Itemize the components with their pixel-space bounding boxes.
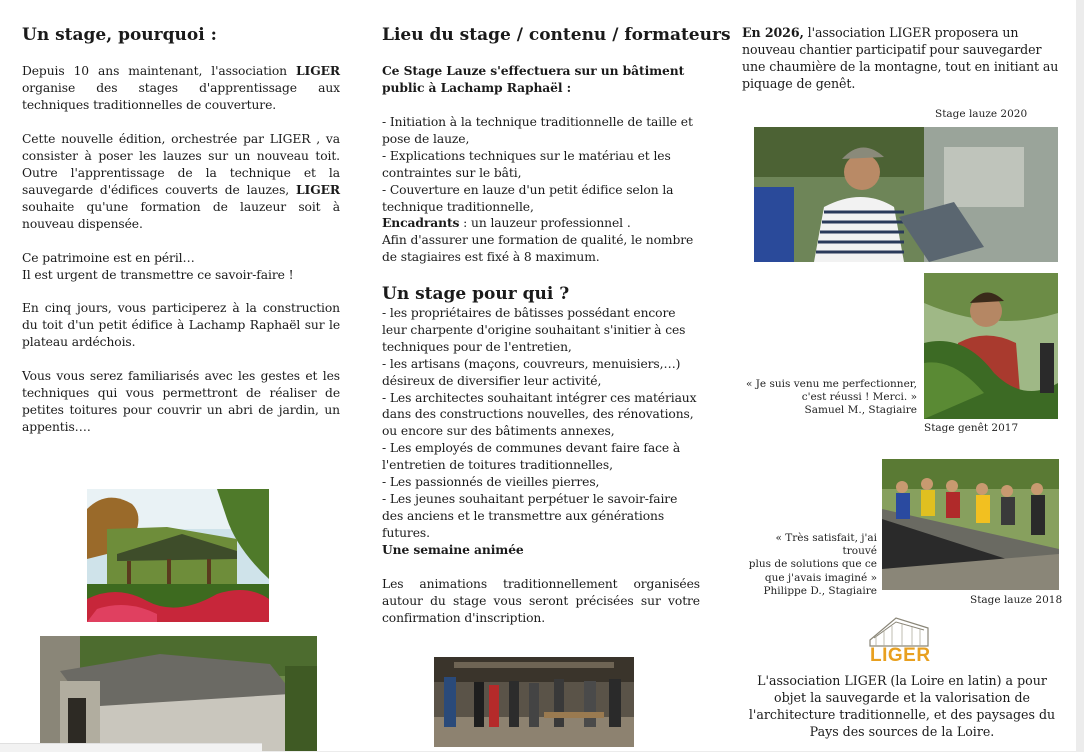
list-item: - les artisans (maçons, couvreurs, menuisiers,…) désireux de diversifier leur activité, <box>382 356 681 388</box>
text: Vous vous serez familiarisés avec les gestes et les techniques qui vous permettront de réaliser de petites toitures pour couvrir un abri de jardin, un appentis…. <box>22 369 340 434</box>
photo-stage-lauze-2018 <box>882 459 1059 590</box>
list-item: - Explications techniques sur le matériau et les contraintes sur le bâti, <box>382 148 671 180</box>
photo-stage-genet-2017 <box>924 273 1058 419</box>
photo-stone-hut <box>40 636 317 751</box>
footer-association: L'association LIGER (la Loire en latin) a pour objet la sauvegarde et la valorisation de l'architecture traditionnelle, et des paysages du Pays des sources de la Loire. <box>748 673 1056 739</box>
text-bold: LIGER <box>296 181 340 197</box>
text: Il est urgent de transmettre ce savoir-faire ! <box>22 267 294 282</box>
quote-line: que j'avais imaginé » <box>764 571 877 584</box>
quote-line: « Très satisfait, j'ai trouvé <box>775 532 877 558</box>
paragraph-edition <box>22 131 340 232</box>
content-list <box>382 114 702 266</box>
text-bold: En 2026, <box>742 25 804 40</box>
audience-list <box>382 305 702 542</box>
text: Les animations traditionnellement organisées autour du stage vous seront précisées sur votre confirmation d'inscription. <box>382 577 700 625</box>
text: Ce patrimoine est en péril… <box>22 251 195 265</box>
text: En cinq jours, vous participerez à la construction du toit d'un petit édifice à Lachamp Raphaël sur le plateau ardéchois. <box>22 301 340 349</box>
list-item: - Initiation à la technique traditionnelle de taille et pose de lauze, <box>382 115 693 146</box>
caption-stage-lauze-2018: Stage lauze 2018 <box>970 594 1063 606</box>
caption-stage-lauze-2020: Stage lauze 2020 <box>935 108 1028 120</box>
list-item: - Les architectes souhaitant intégrer ces matériaux dans des constructions nouvelles, des rénovations, ou encore sur des bâtiments annexes, <box>382 390 697 439</box>
photo-garden-pavilion <box>87 489 269 622</box>
photo-stage-lauze-2020 <box>754 127 1058 262</box>
quote-line: plus de solutions que ce <box>748 558 877 571</box>
text-bold: LIGER <box>296 63 340 78</box>
quote-line: c'est réussi ! Merci. » <box>801 391 917 404</box>
caption-stage-genet-2017: Stage genêt 2017 <box>924 422 1019 434</box>
quote-samuel <box>742 378 917 418</box>
list-item: - Les jeunes souhaitant perpétuer le savoir-faire des anciens et le transmettre aux générations futures. <box>382 491 678 540</box>
paragraph-five-days <box>22 300 340 351</box>
paragraph-heritage <box>22 250 340 284</box>
heading-who: Un stage pour qui ? <box>382 284 570 304</box>
paragraph-intro <box>22 63 340 114</box>
text: Afin d'assurer une formation de qualité, le nombre de stagiaires est fixé à 8 maximum. <box>382 233 694 265</box>
text: : un lauzeur professionnel . <box>459 216 631 231</box>
quote-author: Philippe D., Stagiaire <box>763 584 877 597</box>
heading-week: Une semaine animée <box>382 542 524 557</box>
heading-why: Un stage, pourquoi : <box>22 25 217 45</box>
list-item: - les propriétaires de bâtisses possédant encore leur charpente d'origine souhaitant s'initier à ces techniques pour de l'entretien, <box>382 306 686 354</box>
text: Cette nouvelle édition, orchestrée par LIGER , va consister à poser les lauzes sur un nouveau toit. Outre l'apprentissage de la technique et la sauvegarde d'édifices couverts de lauzes, <box>22 132 340 197</box>
quote-author: Samuel M., Stagiaire <box>804 404 917 417</box>
list-item: - Les employés de communes devant faire face à l'entretien de toitures traditionnelles, <box>382 441 681 473</box>
quote-line: « Je suis venu me perfectionner, <box>745 378 917 390</box>
list-item: - Couverture en lauze d'un petit édifice selon la technique traditionnelle, <box>382 182 674 214</box>
text: l'association LIGER proposera un nouveau chantier participatif pour sauvegarder une chaumière de la montagne, tout en initiant au piquage de genêt. <box>742 25 1059 91</box>
quote-philippe <box>742 532 877 598</box>
text-bold: Encadrants <box>382 215 460 231</box>
list-item: - Les passionnés de vieilles pierres, <box>382 475 600 490</box>
text: Depuis 10 ans maintenant, l'association <box>22 64 296 78</box>
paragraph-familiarised <box>22 368 340 436</box>
text: souhaite qu'une formation de lauzeur soit à nouveau dispensée. <box>22 199 340 231</box>
paragraph-2026 <box>742 25 1060 93</box>
intro-location: Ce Stage Lauze s'effectuera sur un bâtiment public à Lachamp Raphaël : <box>382 63 685 95</box>
liger-logo-text: LIGER <box>870 645 931 666</box>
paragraph-animations <box>382 576 700 627</box>
heading-location: Lieu du stage / contenu / formateurs <box>382 25 731 45</box>
liger-logo <box>866 614 932 666</box>
text: organise des stages d'apprentissage aux techniques traditionnelles de couverture. <box>22 80 340 112</box>
photo-workshop-group <box>434 657 634 747</box>
